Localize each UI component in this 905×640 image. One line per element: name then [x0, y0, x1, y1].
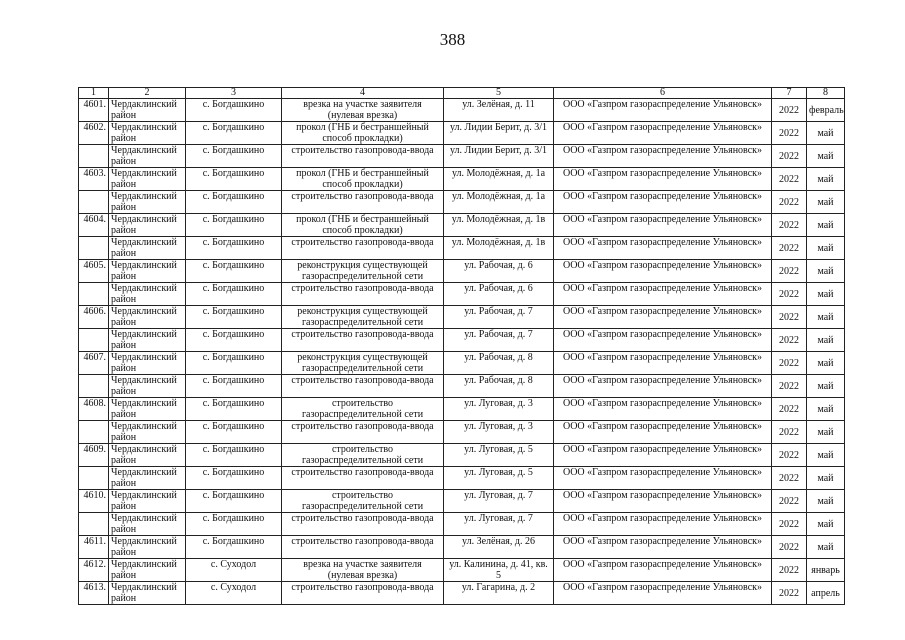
settlement-cell: с. Богдашкино — [186, 329, 282, 352]
settlement-cell: с. Суходол — [186, 582, 282, 605]
row-number: 4605. — [79, 260, 109, 283]
district-cell: Чердаклинский район — [109, 559, 186, 582]
register-table — [78, 87, 845, 605]
year-cell: 2022 — [772, 490, 807, 513]
row-number: 4612. — [79, 559, 109, 582]
table-row — [79, 260, 845, 283]
year-cell: 2022 — [772, 283, 807, 306]
table-row — [79, 467, 845, 490]
settlement-cell: с. Богдашкино — [186, 145, 282, 168]
district-cell: Чердаклинский район — [109, 214, 186, 237]
organization-cell: ООО «Газпром газораспределение Ульяновск» — [554, 260, 772, 283]
address-cell: ул. Рабочая, д. 7 — [444, 306, 554, 329]
month-cell: май — [807, 536, 845, 559]
work-type-cell: строительство газопровода-ввода — [282, 329, 444, 352]
work-type-cell: реконструкция существующей газораспределительной сети — [282, 352, 444, 375]
year-cell: 2022 — [772, 375, 807, 398]
work-type-cell: прокол (ГНБ и бестраншейный способ прокладки) — [282, 214, 444, 237]
month-cell: май — [807, 467, 845, 490]
table-row — [79, 122, 845, 145]
organization-cell: ООО «Газпром газораспределение Ульяновск» — [554, 352, 772, 375]
column-header: 8 — [807, 88, 845, 99]
column-header: 3 — [186, 88, 282, 99]
district-cell: Чердаклинский район — [109, 582, 186, 605]
row-number — [79, 467, 109, 490]
column-header: 2 — [109, 88, 186, 99]
address-cell: ул. Рабочая, д. 6 — [444, 283, 554, 306]
address-cell: ул. Рабочая, д. 8 — [444, 352, 554, 375]
table-row — [79, 444, 845, 467]
month-cell: май — [807, 306, 845, 329]
year-cell: 2022 — [772, 352, 807, 375]
column-header: 4 — [282, 88, 444, 99]
address-cell: ул. Молодёжная, д. 1а — [444, 191, 554, 214]
organization-cell: ООО «Газпром газораспределение Ульяновск» — [554, 329, 772, 352]
row-number: 4606. — [79, 306, 109, 329]
work-type-cell: врезка на участке заявителя (нулевая врезка) — [282, 99, 444, 122]
month-cell: май — [807, 375, 845, 398]
district-cell: Чердаклинский район — [109, 444, 186, 467]
year-cell: 2022 — [772, 329, 807, 352]
settlement-cell: с. Богдашкино — [186, 536, 282, 559]
table-row — [79, 398, 845, 421]
year-cell: 2022 — [772, 421, 807, 444]
month-cell: февраль — [807, 99, 845, 122]
settlement-cell: с. Богдашкино — [186, 421, 282, 444]
table-row — [79, 536, 845, 559]
table-row — [79, 352, 845, 375]
settlement-cell: с. Богдашкино — [186, 214, 282, 237]
table-row — [79, 168, 845, 191]
month-cell: май — [807, 329, 845, 352]
year-cell: 2022 — [772, 214, 807, 237]
settlement-cell: с. Богдашкино — [186, 191, 282, 214]
organization-cell: ООО «Газпром газораспределение Ульяновск» — [554, 398, 772, 421]
work-type-cell: строительство газопровода-ввода — [282, 467, 444, 490]
settlement-cell: с. Богдашкино — [186, 352, 282, 375]
month-cell: май — [807, 191, 845, 214]
address-cell: ул. Зелёная, д. 11 — [444, 99, 554, 122]
district-cell: Чердаклинский район — [109, 329, 186, 352]
year-cell: 2022 — [772, 99, 807, 122]
work-type-cell: строительство газопровода-ввода — [282, 582, 444, 605]
month-cell: май — [807, 237, 845, 260]
district-cell: Чердаклинский район — [109, 237, 186, 260]
work-type-cell: строительство газопровода-ввода — [282, 191, 444, 214]
page-number: 388 — [439, 30, 466, 49]
address-cell: ул. Луговая, д. 5 — [444, 444, 554, 467]
settlement-cell: с. Богдашкино — [186, 398, 282, 421]
row-number: 4610. — [79, 490, 109, 513]
work-type-cell: строительство газопровода-ввода — [282, 375, 444, 398]
district-cell: Чердаклинский район — [109, 283, 186, 306]
address-cell: ул. Рабочая, д. 6 — [444, 260, 554, 283]
table-row — [79, 513, 845, 536]
month-cell: май — [807, 168, 845, 191]
work-type-cell: прокол (ГНБ и бестраншейный способ прокладки) — [282, 122, 444, 145]
organization-cell: ООО «Газпром газораспределение Ульяновск» — [554, 490, 772, 513]
row-number: 4604. — [79, 214, 109, 237]
address-cell: ул. Калинина, д. 41, кв. 5 — [444, 559, 554, 582]
work-type-cell: прокол (ГНБ и бестраншейный способ прокладки) — [282, 168, 444, 191]
month-cell: май — [807, 260, 845, 283]
year-cell: 2022 — [772, 191, 807, 214]
table-row — [79, 191, 845, 214]
work-type-cell: строительство газопровода-ввода — [282, 283, 444, 306]
address-cell: ул. Луговая, д. 3 — [444, 421, 554, 444]
month-cell: апрель — [807, 582, 845, 605]
settlement-cell: с. Суходол — [186, 559, 282, 582]
district-cell: Чердаклинский район — [109, 260, 186, 283]
work-type-cell: строительство газопровода-ввода — [282, 513, 444, 536]
year-cell: 2022 — [772, 513, 807, 536]
district-cell: Чердаклинский район — [109, 191, 186, 214]
column-header: 6 — [554, 88, 772, 99]
month-cell: май — [807, 513, 845, 536]
month-cell: май — [807, 421, 845, 444]
organization-cell: ООО «Газпром газораспределение Ульяновск» — [554, 99, 772, 122]
year-cell: 2022 — [772, 168, 807, 191]
organization-cell: ООО «Газпром газораспределение Ульяновск» — [554, 237, 772, 260]
address-cell: ул. Луговая, д. 7 — [444, 513, 554, 536]
district-cell: Чердаклинский район — [109, 375, 186, 398]
year-cell: 2022 — [772, 145, 807, 168]
district-cell: Чердаклинский район — [109, 398, 186, 421]
work-type-cell: строительство газопровода-ввода — [282, 237, 444, 260]
organization-cell: ООО «Газпром газораспределение Ульяновск» — [554, 559, 772, 582]
address-cell: ул. Гагарина, д. 2 — [444, 582, 554, 605]
settlement-cell: с. Богдашкино — [186, 444, 282, 467]
address-cell: ул. Молодёжная, д. 1а — [444, 168, 554, 191]
address-cell: ул. Зелёная, д. 26 — [444, 536, 554, 559]
table-row — [79, 490, 845, 513]
table-row — [79, 559, 845, 582]
month-cell: май — [807, 352, 845, 375]
organization-cell: ООО «Газпром газораспределение Ульяновск» — [554, 191, 772, 214]
row-number — [79, 283, 109, 306]
settlement-cell: с. Богдашкино — [186, 513, 282, 536]
district-cell: Чердаклинский район — [109, 168, 186, 191]
table-row — [79, 306, 845, 329]
column-header: 1 — [79, 88, 109, 99]
row-number — [79, 237, 109, 260]
month-cell: май — [807, 283, 845, 306]
organization-cell: ООО «Газпром газораспределение Ульяновск» — [554, 467, 772, 490]
organization-cell: ООО «Газпром газораспределение Ульяновск» — [554, 145, 772, 168]
settlement-cell: с. Богдашкино — [186, 237, 282, 260]
work-type-cell: реконструкция существующей газораспределительной сети — [282, 260, 444, 283]
year-cell: 2022 — [772, 467, 807, 490]
month-cell: май — [807, 122, 845, 145]
year-cell: 2022 — [772, 582, 807, 605]
year-cell: 2022 — [772, 122, 807, 145]
row-number: 4601. — [79, 99, 109, 122]
work-type-cell: строительство газораспределительной сети — [282, 444, 444, 467]
table-row — [79, 582, 845, 605]
year-cell: 2022 — [772, 444, 807, 467]
row-number: 4613. — [79, 582, 109, 605]
table-row — [79, 375, 845, 398]
work-type-cell: строительство газораспределительной сети — [282, 490, 444, 513]
month-cell: май — [807, 145, 845, 168]
organization-cell: ООО «Газпром газораспределение Ульяновск» — [554, 421, 772, 444]
work-type-cell: врезка на участке заявителя (нулевая врезка) — [282, 559, 444, 582]
settlement-cell: с. Богдашкино — [186, 283, 282, 306]
table-row — [79, 145, 845, 168]
table-row — [79, 214, 845, 237]
address-cell: ул. Рабочая, д. 8 — [444, 375, 554, 398]
settlement-cell: с. Богдашкино — [186, 168, 282, 191]
work-type-cell: строительство газопровода-ввода — [282, 536, 444, 559]
settlement-cell: с. Богдашкино — [186, 122, 282, 145]
address-cell: ул. Луговая, д. 7 — [444, 490, 554, 513]
district-cell: Чердаклинский район — [109, 421, 186, 444]
organization-cell: ООО «Газпром газораспределение Ульяновск» — [554, 122, 772, 145]
year-cell: 2022 — [772, 559, 807, 582]
organization-cell: ООО «Газпром газораспределение Ульяновск» — [554, 375, 772, 398]
address-cell: ул. Рабочая, д. 7 — [444, 329, 554, 352]
organization-cell: ООО «Газпром газораспределение Ульяновск» — [554, 306, 772, 329]
organization-cell: ООО «Газпром газораспределение Ульяновск» — [554, 283, 772, 306]
month-cell: май — [807, 214, 845, 237]
row-number — [79, 329, 109, 352]
settlement-cell: с. Богдашкино — [186, 490, 282, 513]
district-cell: Чердаклинский район — [109, 352, 186, 375]
address-cell: ул. Луговая, д. 3 — [444, 398, 554, 421]
address-cell: ул. Луговая, д. 5 — [444, 467, 554, 490]
settlement-cell: с. Богдашкино — [186, 260, 282, 283]
organization-cell: ООО «Газпром газораспределение Ульяновск» — [554, 168, 772, 191]
year-cell: 2022 — [772, 398, 807, 421]
row-number: 4609. — [79, 444, 109, 467]
table-row — [79, 329, 845, 352]
settlement-cell: с. Богдашкино — [186, 306, 282, 329]
settlement-cell: с. Богдашкино — [186, 375, 282, 398]
row-number: 4611. — [79, 536, 109, 559]
year-cell: 2022 — [772, 260, 807, 283]
table-row — [79, 237, 845, 260]
work-type-cell: реконструкция существующей газораспределительной сети — [282, 306, 444, 329]
district-cell: Чердаклинский район — [109, 99, 186, 122]
row-number — [79, 421, 109, 444]
district-cell: Чердаклинский район — [109, 145, 186, 168]
column-header: 7 — [772, 88, 807, 99]
year-cell: 2022 — [772, 237, 807, 260]
table-row — [79, 421, 845, 444]
table-row — [79, 99, 845, 122]
district-cell: Чердаклинский район — [109, 536, 186, 559]
work-type-cell: строительство газопровода-ввода — [282, 421, 444, 444]
district-cell: Чердаклинский район — [109, 513, 186, 536]
address-cell: ул. Лидии Берит, д. 3/1 — [444, 122, 554, 145]
month-cell: май — [807, 398, 845, 421]
row-number: 4603. — [79, 168, 109, 191]
year-cell: 2022 — [772, 306, 807, 329]
month-cell: май — [807, 444, 845, 467]
organization-cell: ООО «Газпром газораспределение Ульяновск» — [554, 536, 772, 559]
address-cell: ул. Молодёжная, д. 1в — [444, 214, 554, 237]
row-number — [79, 375, 109, 398]
district-cell: Чердаклинский район — [109, 306, 186, 329]
organization-cell: ООО «Газпром газораспределение Ульяновск» — [554, 444, 772, 467]
row-number: 4607. — [79, 352, 109, 375]
district-cell: Чердаклинский район — [109, 490, 186, 513]
month-cell: май — [807, 490, 845, 513]
row-number — [79, 513, 109, 536]
work-type-cell: строительство газопровода-ввода — [282, 145, 444, 168]
year-cell: 2022 — [772, 536, 807, 559]
district-cell: Чердаклинский район — [109, 122, 186, 145]
organization-cell: ООО «Газпром газораспределение Ульяновск» — [554, 582, 772, 605]
district-cell: Чердаклинский район — [109, 467, 186, 490]
header-row — [79, 88, 845, 99]
row-number — [79, 145, 109, 168]
row-number — [79, 191, 109, 214]
row-number: 4602. — [79, 122, 109, 145]
settlement-cell: с. Богдашкино — [186, 99, 282, 122]
table-row — [79, 283, 845, 306]
address-cell: ул. Лидии Берит, д. 3/1 — [444, 145, 554, 168]
column-header: 5 — [444, 88, 554, 99]
organization-cell: ООО «Газпром газораспределение Ульяновск» — [554, 214, 772, 237]
table-body — [79, 99, 845, 605]
month-cell: январь — [807, 559, 845, 582]
settlement-cell: с. Богдашкино — [186, 467, 282, 490]
work-type-cell: строительство газораспределительной сети — [282, 398, 444, 421]
row-number: 4608. — [79, 398, 109, 421]
organization-cell: ООО «Газпром газораспределение Ульяновск» — [554, 513, 772, 536]
address-cell: ул. Молодёжная, д. 1в — [444, 237, 554, 260]
